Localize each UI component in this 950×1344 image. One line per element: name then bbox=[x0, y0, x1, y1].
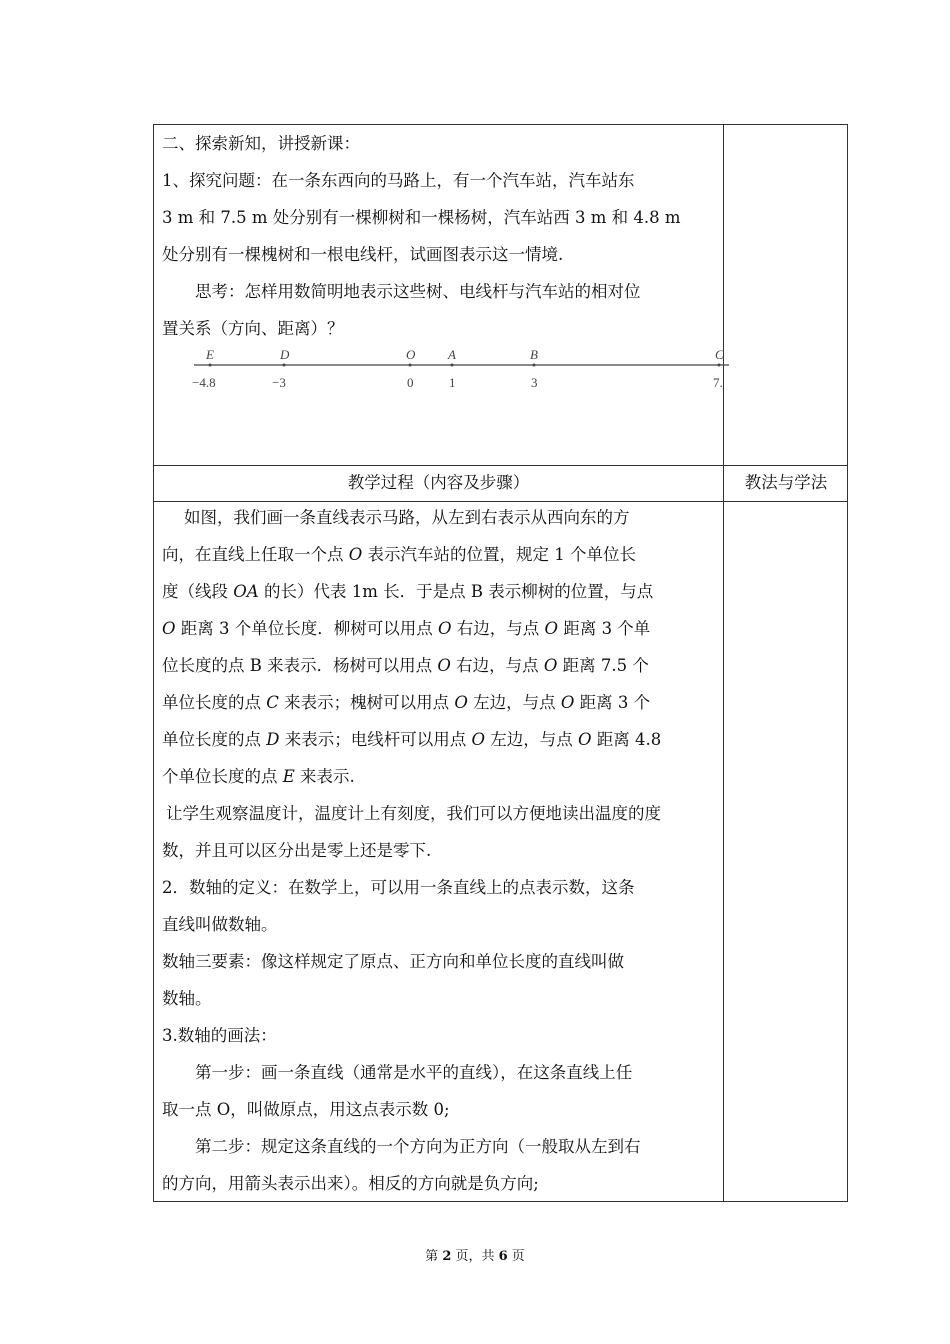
problem-line-2: 3 m 和 7.5 m 处分别有一棵柳树和一棵杨树，汽车站西 3 m 和 4.8 m bbox=[162, 208, 681, 227]
point-label-o: O bbox=[406, 347, 416, 362]
point-value-c: 7. bbox=[713, 375, 723, 390]
thermometer-line-2: 数，并且可以区分出是零上还是零下. bbox=[162, 841, 432, 860]
explain-line-2: 向，在直线上任取一个点 O 表示汽车站的位置，规定 1 个单位长 bbox=[162, 545, 637, 564]
point-dot-c bbox=[718, 364, 721, 367]
page-footer: 第 2 页，共 6 页 bbox=[425, 1249, 525, 1264]
point-label-c: C bbox=[715, 347, 724, 362]
point-dot-e bbox=[209, 364, 212, 367]
current-page: 2 bbox=[442, 1249, 452, 1264]
explain-line-5: 位长度的点 B 来表示．杨树可以用点 O 右边，与点 O 距离 7.5 个 bbox=[162, 656, 649, 675]
explain-line-4: O 距离 3 个单位长度．柳树可以用点 O 右边，与点 O 距离 3 个单 bbox=[162, 619, 651, 638]
point-value-a: 1 bbox=[449, 375, 456, 390]
think-line-2: 置关系（方向、距离）？ bbox=[162, 319, 344, 338]
number-line-figure bbox=[184, 345, 729, 405]
point-value-e: −4.8 bbox=[192, 375, 216, 390]
point-label-b: B bbox=[530, 347, 538, 362]
step2-line-2: 的方向，用箭头表示出来）。相反的方向就是负方向; bbox=[162, 1174, 539, 1193]
step1-line-2: 取一点 O，叫做原点，用这点表示数 0; bbox=[162, 1100, 450, 1119]
point-dot-a bbox=[451, 364, 454, 367]
drawing-heading: 3.数轴的画法： bbox=[162, 1026, 277, 1045]
step1-line-1: 第一步：画一条直线（通常是水平的直线），在这条直线上任 bbox=[195, 1063, 633, 1082]
explain-line-6: 单位长度的点 C 来表示；槐树可以用点 O 左边，与点 O 距离 3 个 bbox=[162, 693, 651, 712]
point-value-d: −3 bbox=[272, 375, 286, 390]
point-dot-o bbox=[409, 364, 412, 367]
column-header-method: 教法与学法 bbox=[744, 473, 828, 492]
explain-line-3: 度（线段 OA 的长）代表 1m 长．于是点 B 表示柳树的位置，与点 bbox=[162, 582, 654, 601]
point-label-d: D bbox=[280, 347, 290, 362]
think-line-1: 思考：怎样用数简明地表示这些树、电线杆与汽车站的相对位 bbox=[195, 282, 641, 301]
point-label-a: A bbox=[448, 347, 456, 362]
point-label-e: E bbox=[206, 347, 214, 362]
lesson-table bbox=[153, 124, 848, 1202]
explore-section bbox=[162, 125, 720, 347]
explain-line-8: 个单位长度的点 E 来表示. bbox=[162, 767, 355, 786]
problem-line-3: 处分别有一棵槐树和一根电线杆，试画图表示这一情境. bbox=[162, 245, 564, 264]
point-value-o: 0 bbox=[407, 375, 414, 390]
point-dot-d bbox=[283, 364, 286, 367]
thermometer-line-1: 让学生观察温度计，温度计上有刻度，我们可以方便地读出温度的度 bbox=[166, 804, 661, 823]
three-elements-line-1: 数轴三要素：像这样规定了原点、正方向和单位长度的直线叫做 bbox=[162, 952, 624, 971]
section-heading: 二、探索新知，讲授新课： bbox=[162, 134, 360, 153]
column-divider bbox=[723, 125, 724, 1201]
point-dot-b bbox=[533, 364, 536, 367]
point-value-b: 3 bbox=[531, 375, 538, 390]
three-elements-line-2: 数轴。 bbox=[162, 989, 212, 1008]
definition-line-2: 直线叫做数轴。 bbox=[162, 915, 278, 934]
definition-line-1: 2．数轴的定义：在数学上，可以用一条直线上的点表示数，这条 bbox=[162, 878, 635, 897]
explain-section bbox=[162, 499, 720, 1202]
column-header-process: 教学过程（内容及步骤） bbox=[347, 473, 530, 492]
total-pages: 6 bbox=[498, 1249, 508, 1264]
explain-line-7: 单位长度的点 D 来表示；电线杆可以用点 O 左边，与点 O 距离 4.8 bbox=[162, 730, 662, 749]
step2-line-1: 第二步：规定这条直线的一个方向为正方向（一般取从左到右 bbox=[195, 1137, 641, 1156]
explain-line-1: 如图，我们画一条直线表示马路，从左到右表示从西向东的方 bbox=[184, 508, 630, 527]
problem-line-1: 1、探究问题：在一条东西向的马路上，有一个汽车站，汽车站东 bbox=[162, 171, 635, 190]
